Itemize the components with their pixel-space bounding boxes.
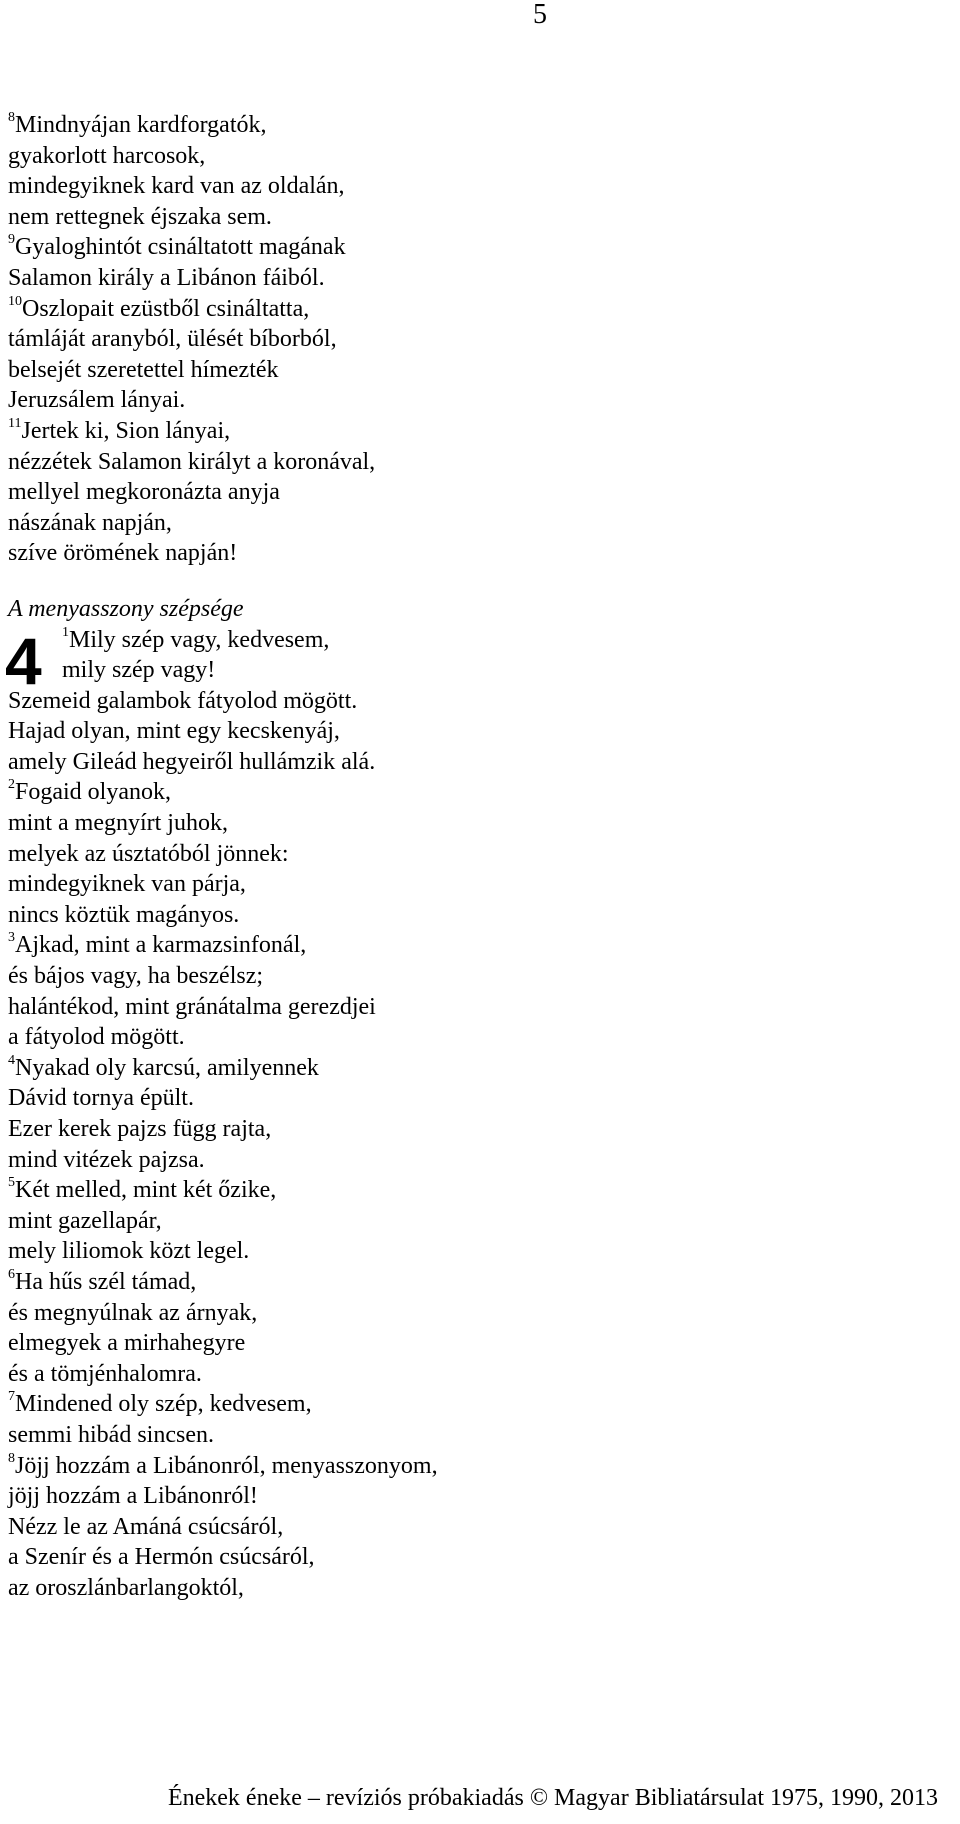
verse-text: Mindened oly szép, kedvesem, (15, 1391, 312, 1418)
verse-text: nem rettegnek éjszaka sem. (8, 203, 272, 230)
verse-text: melyek az úsztatóból jönnek: (8, 840, 289, 867)
verse-line (8, 416, 938, 447)
verse-text: Nyakad oly karcsú, amilyennek (15, 1054, 319, 1081)
verse-line (8, 839, 938, 870)
verse-line (8, 477, 938, 508)
verse-text: mindegyiknek kard van az oldalán, (8, 173, 345, 200)
verse-line (8, 992, 938, 1023)
verse-text: mily szép vagy! (62, 657, 216, 684)
verse-text: Dávid tornya épült. (8, 1085, 194, 1112)
verse-text: belsejét szeretettel hímezték (8, 356, 279, 383)
verse-line (8, 1053, 938, 1084)
chapter-start (5, 623, 938, 698)
page-number: 5 (533, 0, 547, 30)
verse-line (8, 747, 938, 778)
verse-line (8, 202, 938, 233)
verse-line (8, 1512, 938, 1543)
verse-number: 7 (8, 1389, 15, 1405)
verse-text: Két melled, mint két őzike, (15, 1177, 277, 1204)
verse-text: amely Gileád hegyeiről hullámzik alá. (8, 748, 376, 775)
verse-line (8, 1298, 938, 1329)
verse-text: elmegyek a mirhahegyre (8, 1330, 246, 1357)
verse-line (8, 538, 938, 569)
verse-number: 11 (8, 415, 22, 431)
verse-line (8, 1451, 938, 1482)
verse-line (8, 1328, 938, 1359)
verse-text: Jeruzsálem lányai. (8, 387, 186, 414)
verse-line (8, 294, 938, 325)
verse-number: 9 (8, 232, 15, 248)
verse-line (8, 355, 938, 386)
verse-line (8, 961, 938, 992)
verse-text: az oroszlánbarlangoktól, (8, 1574, 244, 1601)
verse-text: Oszlopait ezüstből csináltatta, (22, 295, 310, 322)
verse-text: Salamon király a Libánon fáiból. (8, 264, 325, 291)
verses-block-1 (8, 110, 938, 569)
verse-text: Hajad olyan, mint egy kecskenyáj, (8, 718, 340, 745)
verse-text: a Szenír és a Hermón csúcsáról, (8, 1544, 315, 1571)
verse-number: 8 (8, 1450, 15, 1466)
verse-line (8, 1420, 938, 1451)
verse-text: Ezer kerek pajzs függ rajta, (8, 1116, 272, 1142)
scripture-text (5, 110, 938, 1604)
chapter-number: 4 (5, 623, 42, 698)
verse-text: Mindnyájan kardforgatók, (15, 112, 267, 138)
verse-text: mind vitézek pajzsa. (8, 1146, 205, 1173)
verse-text: Ha hűs szél támad, (15, 1268, 197, 1295)
verse-number: 5 (8, 1175, 15, 1191)
verse-text: Fogaid olyanok, (15, 779, 171, 806)
verse-line (8, 1206, 938, 1237)
verse-text: támláját aranyból, ülését bíborból, (8, 326, 337, 353)
verse-line (8, 232, 938, 263)
verse-line (8, 1481, 938, 1512)
verse-line (8, 900, 938, 931)
verse-text: nászának napján, (8, 509, 172, 536)
verse-line (8, 1145, 938, 1176)
verse-line (8, 1175, 938, 1206)
verse-number: 3 (8, 930, 15, 946)
verse-line (8, 1573, 938, 1604)
page-footer: Énekek éneke – revíziós próbakiadás © Magyar Bibliatársulat 1975, 1990, 2013 (167, 1785, 938, 1811)
verse-line (8, 716, 938, 747)
verse-line (8, 808, 938, 839)
verse-line (8, 110, 938, 141)
verse-text: semmi hibád sincsen. (8, 1421, 214, 1448)
verse-number: 10 (8, 293, 22, 309)
verse-text: mint gazellapár, (8, 1207, 162, 1234)
verses-block-2 (8, 686, 938, 1604)
verse-text: mindegyiknek van párja, (8, 871, 246, 898)
verse-line (8, 171, 938, 202)
verse-text: nincs köztük magányos. (8, 901, 240, 928)
verse-line (8, 324, 938, 355)
verse-line (8, 655, 938, 686)
verse-line (8, 1359, 938, 1390)
verse-text: nézzétek Salamon királyt a koronával, (8, 448, 376, 475)
verse-text: Nézz le az Amáná csúcsáról, (8, 1513, 284, 1540)
verse-line (8, 1267, 938, 1298)
verse-line (8, 1083, 938, 1114)
verse-text: Mily szép vagy, kedvesem, (69, 626, 330, 653)
verse-text: mellyel megkoronázta anyja (8, 479, 280, 506)
verse-line (8, 1022, 938, 1053)
verse-number: 1 (62, 624, 69, 640)
verse-number: 8 (8, 110, 15, 125)
verse-text: mely liliomok közt legel. (8, 1238, 250, 1265)
verse-text: Ajkad, mint a karmazsinfonál, (15, 932, 307, 959)
verse-line (8, 508, 938, 539)
verse-line (8, 385, 938, 416)
verse-line (8, 1114, 938, 1145)
verse-text: és megnyúlnak az árnyak, (8, 1299, 258, 1326)
verse-text: Szemeid galambok fátyolod mögött. (8, 687, 358, 714)
verse-line (8, 869, 938, 900)
verse-text: Gyaloghintót csináltatott magának (15, 234, 346, 261)
verse-text: szíve örömének napján! (8, 540, 238, 567)
verse-line (8, 1542, 938, 1573)
verse-number: 2 (8, 777, 15, 793)
verse-number: 4 (8, 1052, 15, 1068)
verse-line (8, 930, 938, 961)
verse-text: és a tömjénhalomra. (8, 1360, 202, 1387)
verse-line (8, 1389, 938, 1420)
verse-line (8, 686, 938, 717)
verse-line (8, 1236, 938, 1267)
verse-text: gyakorlott harcosok, (8, 142, 206, 169)
verse-line (8, 625, 938, 656)
section-heading: A menyasszony szépsége (8, 595, 244, 622)
verse-text: Jertek ki, Sion lányai, (21, 417, 231, 444)
verse-line (8, 777, 938, 808)
verse-number: 6 (8, 1266, 15, 1282)
verse-line (8, 263, 938, 294)
verse-text: jöjj hozzám a Libánonról! (8, 1483, 258, 1510)
verse-line (8, 447, 938, 478)
verse-line (8, 141, 938, 172)
verse-text: mint a megnyírt juhok, (8, 810, 228, 837)
verse-text: halántékod, mint gránátalma gerezdjei (8, 993, 376, 1020)
verse-text: Jöjj hozzám a Libánonról, menyasszonyom, (15, 1452, 438, 1479)
verse-text: és bájos vagy, ha beszélsz; (8, 963, 264, 990)
verse-text: a fátyolod mögött. (8, 1024, 185, 1051)
